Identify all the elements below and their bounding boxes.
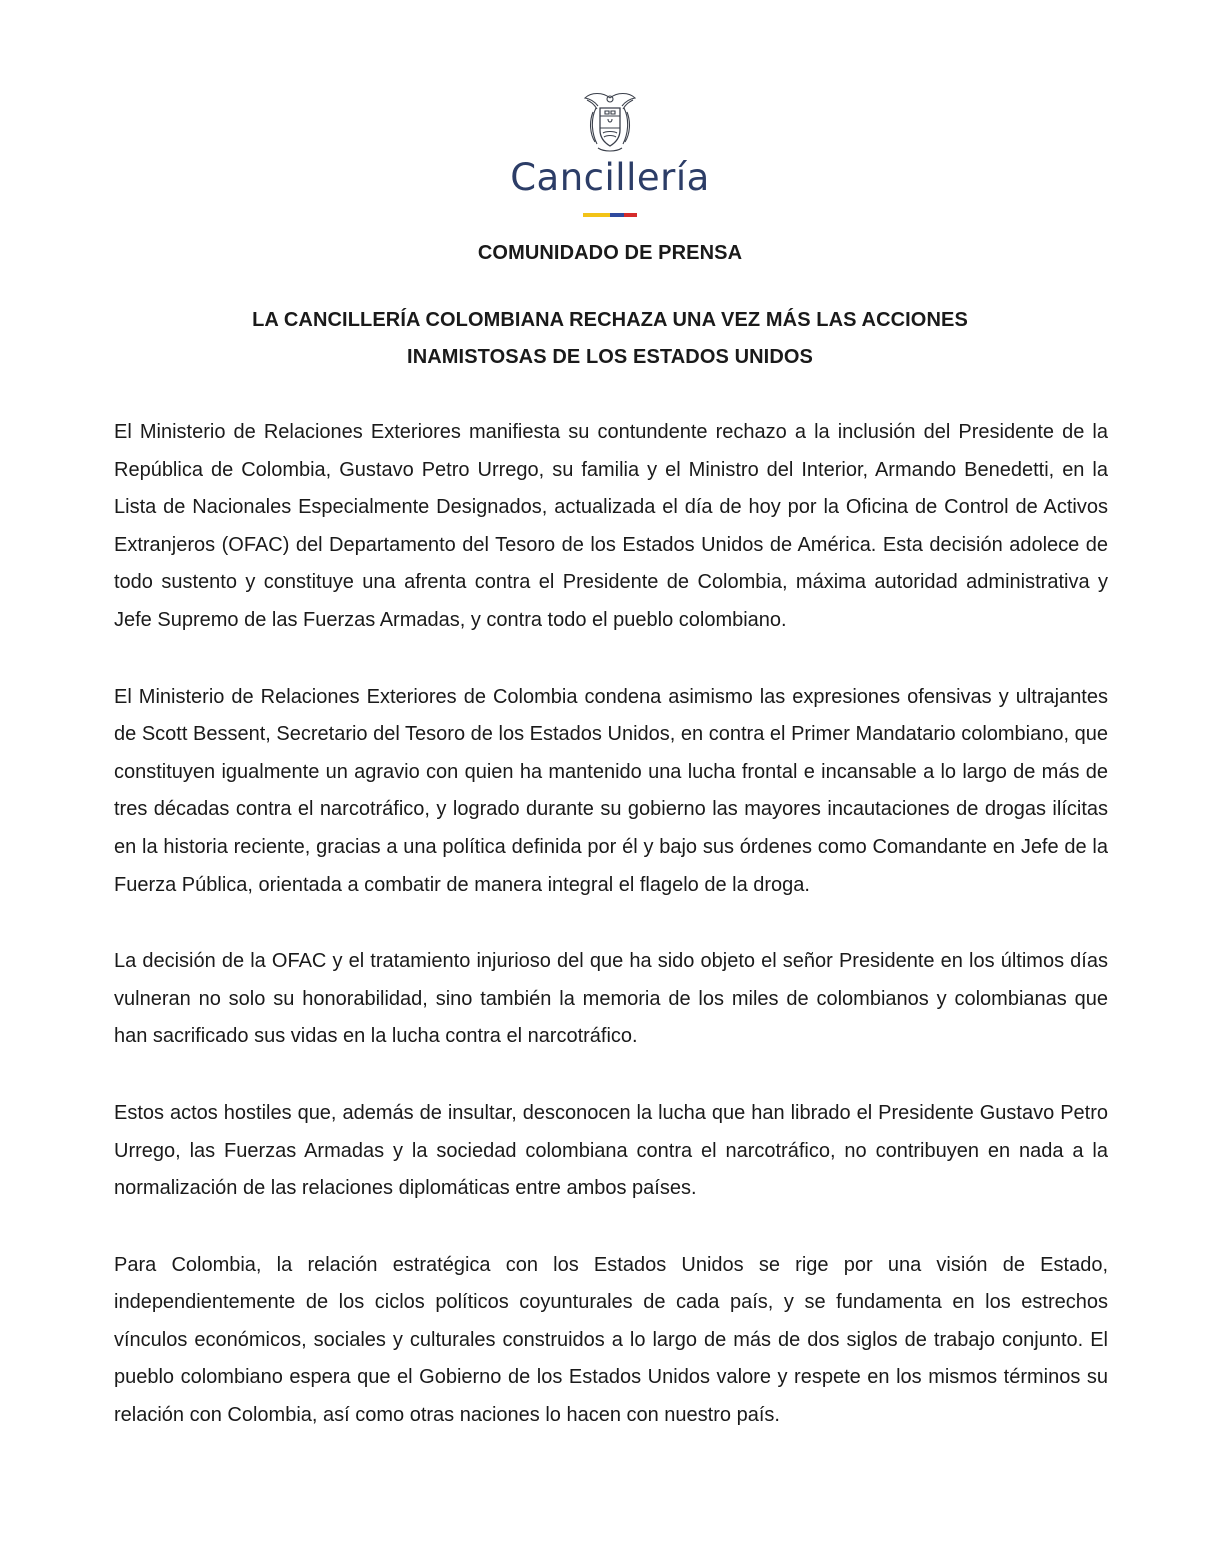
- colombia-coat-of-arms-icon: [579, 90, 641, 156]
- paragraph: El Ministerio de Relaciones Exteriores manifiesta su contundente rechazo a la inclusión del Presidente de la República de Colombia, Gustavo Petro Urrego, su familia y el Ministro del Interior, Armando Benedetti, en la Lista de Nacionales Especialmente Designados, actualizada el día de hoy por la Oficina de Control de Activos Extranjeros (OFAC) del Departamento del Tesoro de los Estados Unidos de América. Esta decisión adolece de todo sustento y constituye una afrenta contra el Presidente de Colombia, máxima autoridad administrativa y Jefe Supremo de las Fuerzas Armadas, y contra todo el pueblo colombiano.: [114, 421, 1108, 631]
- document-title-line-1: LA CANCILLERÍA COLOMBIANA RECHAZA UNA VEZ MÁS LAS ACCIONES: [252, 309, 968, 331]
- document-title-line-2: INAMISTOSAS DE LOS ESTADOS UNIDOS: [407, 346, 813, 368]
- document-kicker: COMUNIDADO DE PRENSA: [477, 242, 743, 264]
- letterhead: [0, 90, 1220, 217]
- paragraph: Estos actos hostiles que, además de insultar, desconocen la lucha que han librado el Presidente Gustavo Petro Urrego, las Fuerzas Armadas y la sociedad colombiana contra el narcotráfico, no contribuyen en nada a la normalización de las relaciones diplomáticas entre ambos países.: [114, 1101, 1108, 1200]
- press-release-body: [114, 414, 1108, 1474]
- brand-wordmark: Cancillería: [510, 156, 710, 199]
- paragraph: El Ministerio de Relaciones Exteriores de Colombia condena asimismo las expresiones ofensivas y ultrajantes de Scott Bessent, Secretario del Tesoro de los Estados Unidos, en contra el Primer Mandatario colombiano, que constituyen igualmente un agravio con quien ha mantenido una lucha frontal e incansable a lo largo de más de tres décadas contra el narcotráfico, y logrado durante su gobierno las mayores incautaciones de drogas ilícitas en la historia reciente, gracias a una política definida por él y bajo sus órdenes como Comandante en Jefe de la Fuerza Pública, orientada a combatir de manera integral el flagelo de la droga.: [114, 685, 1108, 896]
- flag-color-bar: [583, 213, 637, 217]
- paragraph: Para Colombia, la relación estratégica con los Estados Unidos se rige por una visión de Estado, independientemente de los ciclos políticos coyunturales de cada país, y se fundamenta en los estrechos vínculos económicos, sociales y culturales construidos a lo largo de más de dos siglos de trabajo conjunto. El pueblo colombiano espera que el Gobierno de los Estados Unidos valore y respete en los mismos términos su relación con Colombia, así como otras naciones lo hacen con nuestro país.: [114, 1253, 1108, 1427]
- flag-yellow-stripe: [583, 213, 610, 217]
- flag-red-stripe: [624, 213, 638, 217]
- paragraph: La decisión de la OFAC y el tratamiento injurioso del que ha sido objeto el señor Presidente en los últimos días vulneran no solo su honorabilidad, sino también la memoria de los miles de colombianos y colombianas que han sacrificado sus vidas en la lucha contra el narcotráfico.: [114, 950, 1108, 1048]
- flag-blue-stripe: [610, 213, 624, 217]
